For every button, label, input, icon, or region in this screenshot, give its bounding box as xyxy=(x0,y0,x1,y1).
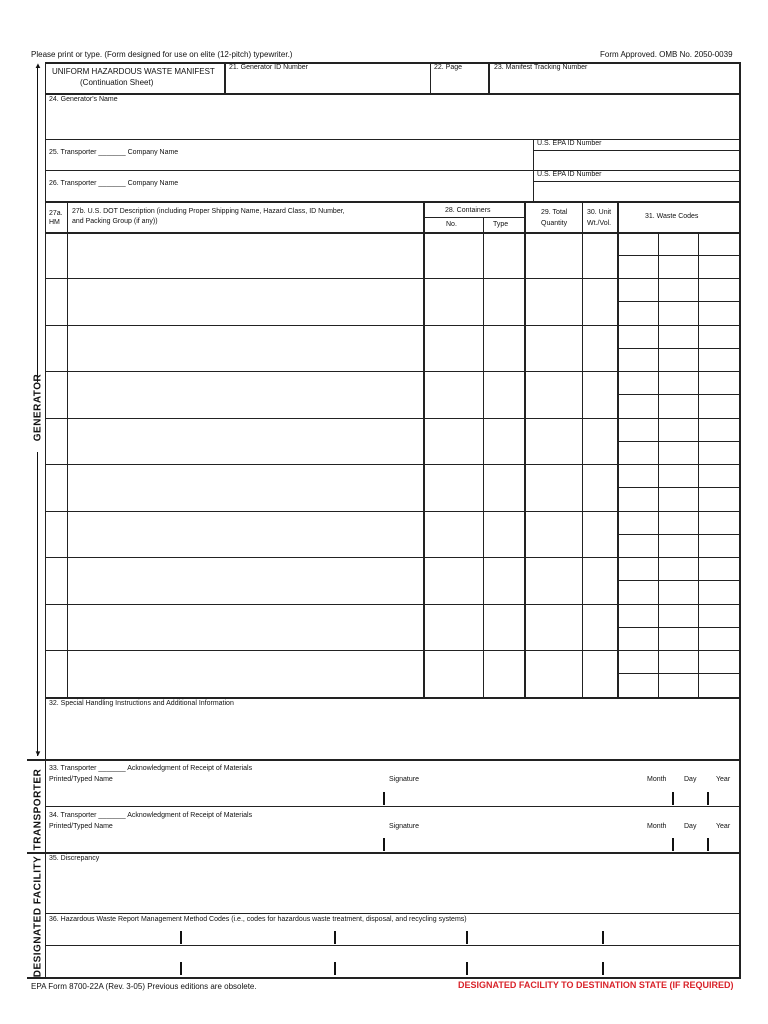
dot-desc-label-2: and Packing Group (if any)) xyxy=(72,218,158,225)
arrow-down-icon: ▼ xyxy=(34,749,42,758)
transporter-side-label: TRANSPORTER xyxy=(32,768,44,851)
transporter-33-year-label: Year xyxy=(716,776,731,783)
dot-desc-label-1: 27b. U.S. DOT Description (including Proper Shipping Name, Hazard Class, ID Number, xyxy=(72,208,345,215)
discrepancy-field[interactable] xyxy=(48,866,738,912)
omb-approval: Form Approved. OMB No. 2050-0039 xyxy=(600,50,733,59)
transporter-26-label: 26. Transporter _______ Company Name xyxy=(49,180,179,187)
transporter-34-signature-field[interactable] xyxy=(388,832,638,851)
special-handling-label: 32. Special Handling Instructions and Additional Information xyxy=(49,700,234,707)
transporter-34-name-label: Printed/Typed Name xyxy=(49,823,113,830)
form-title: UNIFORM HAZARDOUS WASTE MANIFEST xyxy=(52,67,215,76)
epa-id-label-2: U.S. EPA ID Number xyxy=(537,171,602,178)
waste-codes-label: 31. Waste Codes xyxy=(645,213,699,220)
form-identifier: EPA Form 8700-22A (Rev. 3-05) Previous editions are obsolete. xyxy=(31,982,257,991)
total-qty-label-2: Quantity xyxy=(541,220,568,227)
unit-label-2: Wt./Vol. xyxy=(587,220,612,227)
hm-col-label-1: 27a. xyxy=(49,210,63,217)
facility-side-label: DESIGNATED FACILITY xyxy=(32,855,44,978)
discrepancy-label: 35. Discrepancy xyxy=(49,855,100,862)
total-qty-label-1: 29. Total xyxy=(541,209,568,216)
containers-type-label: Type xyxy=(493,221,509,228)
arrow-up-icon: ▲ xyxy=(34,61,42,70)
generator-id-label: 21. Generator ID Number xyxy=(229,64,308,71)
generator-side-label: GENERATOR xyxy=(32,373,44,442)
transporter-34-signature-label: Signature xyxy=(389,823,419,830)
transporter-34-name-field[interactable] xyxy=(48,832,378,851)
generator-name-label: 24. Generator's Name xyxy=(49,96,118,103)
unit-label-1: 30. Unit xyxy=(587,209,612,216)
transporter-33-signature-field[interactable] xyxy=(388,785,638,805)
page-label: 22. Page xyxy=(434,64,463,71)
transporter-34-ack: 34. Transporter _______ Acknowledgment of Receipt of Materials xyxy=(49,812,253,819)
containers-no-label: No. xyxy=(446,221,457,228)
manifest-tracking-label: 23. Manifest Tracking Number xyxy=(494,64,588,71)
transporter-33-name-label: Printed/Typed Name xyxy=(49,776,113,783)
hm-col-label-2: HM xyxy=(49,219,60,226)
transporter-33-signature-label: Signature xyxy=(389,776,419,783)
transporter-34-day-label: Day xyxy=(684,823,697,830)
print-instruction: Please print or type. (Form designed for use on elite (12-pitch) typewriter.) xyxy=(31,50,293,59)
transporter-34-year-label: Year xyxy=(716,823,731,830)
transporter-25-label: 25. Transporter _______ Company Name xyxy=(49,149,179,156)
epa-id-label-1: U.S. EPA ID Number xyxy=(537,140,602,147)
destination-copy-label: DESIGNATED FACILITY TO DESTINATION STATE (IF REQUIRED) xyxy=(458,980,734,990)
transporter-33-day-label: Day xyxy=(684,776,697,783)
transporter-33-month-label: Month xyxy=(647,776,667,783)
form-subtitle: (Continuation Sheet) xyxy=(80,78,154,87)
method-codes-label: 36. Hazardous Waste Report Management Method Codes (i.e., codes for hazardous waste treatment, disposal, and recycling systems) xyxy=(49,916,467,923)
transporter-33-ack: 33. Transporter _______ Acknowledgment of Receipt of Materials xyxy=(49,765,253,772)
transporter-34-month-label: Month xyxy=(647,823,667,830)
containers-label: 28. Containers xyxy=(445,207,491,214)
transporter-33-name-field[interactable] xyxy=(48,785,378,805)
